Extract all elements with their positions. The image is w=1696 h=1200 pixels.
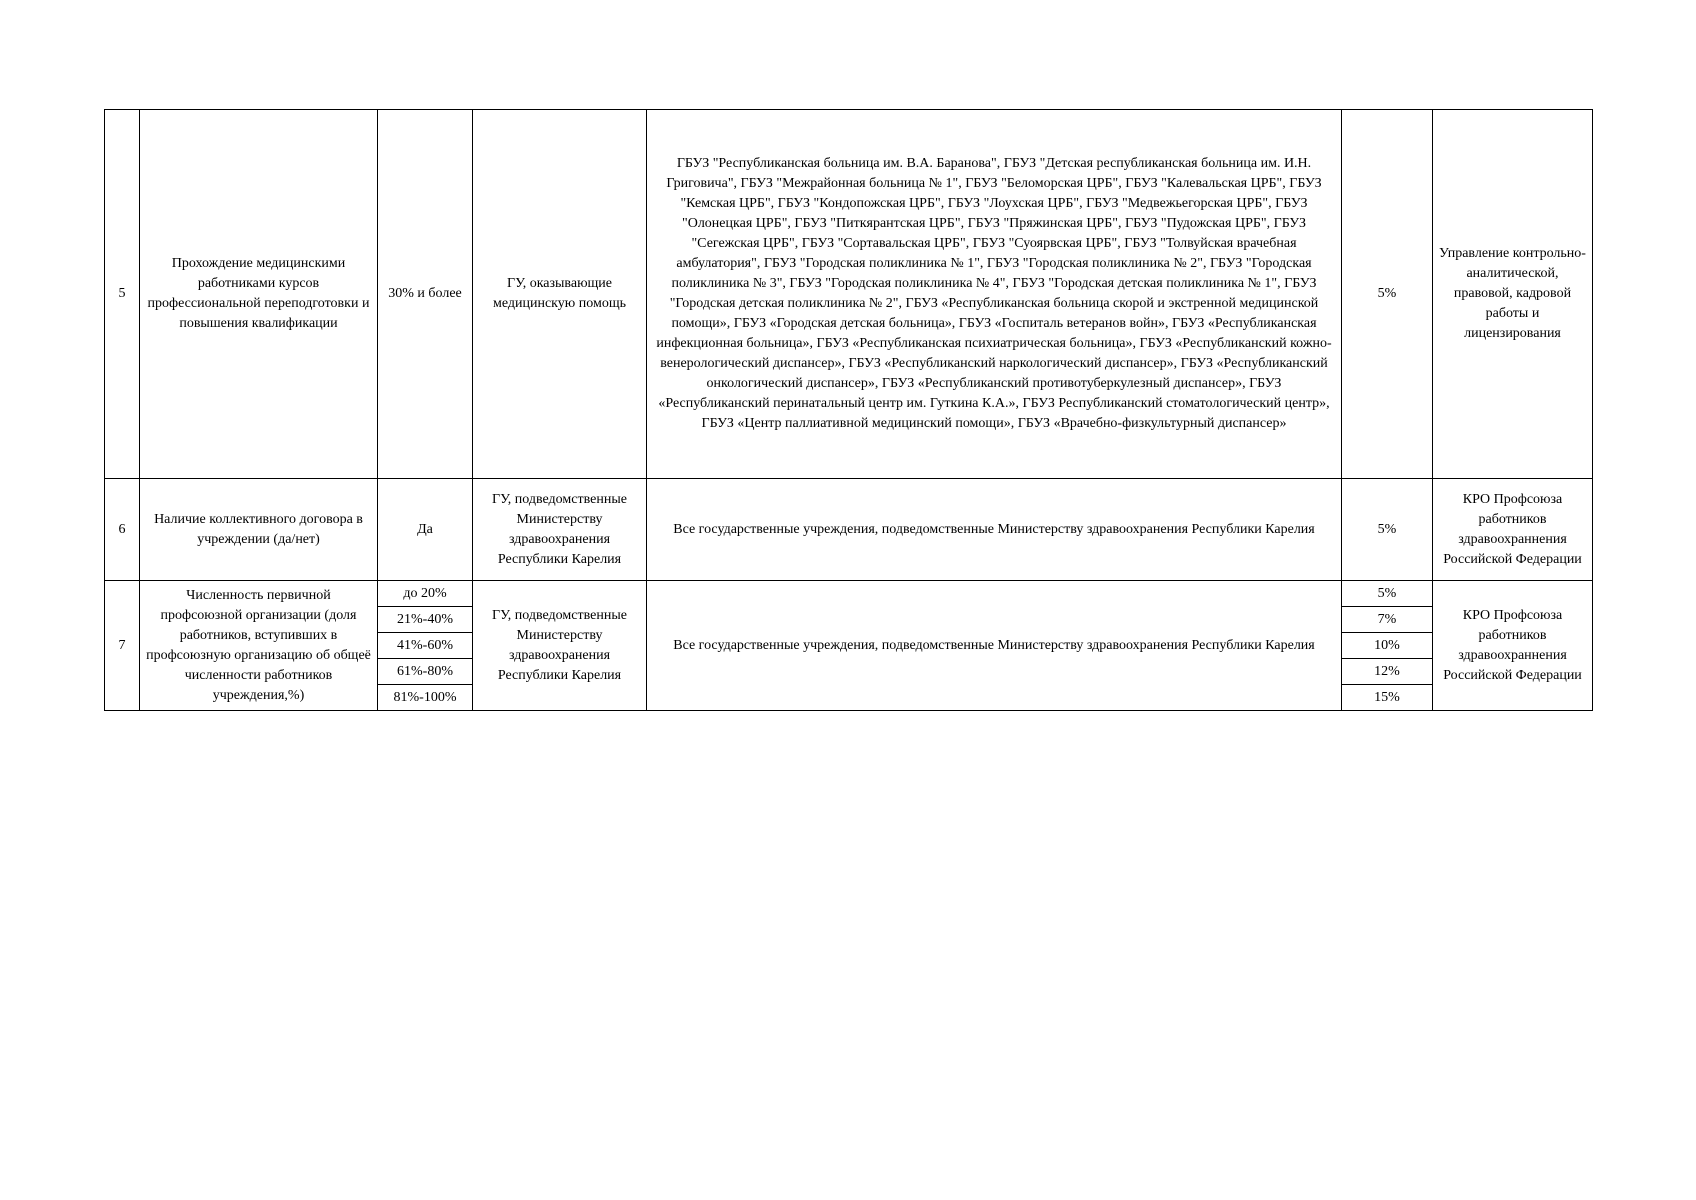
percent-cell: 5% xyxy=(1342,110,1433,479)
value-cell: 30% и более xyxy=(378,110,473,479)
table-row xyxy=(105,581,1593,607)
percent-cell: 10% xyxy=(1342,633,1433,659)
value-cell: 41%-60% xyxy=(378,633,473,659)
value-cell: Да xyxy=(378,479,473,581)
percent-cell: 15% xyxy=(1342,685,1433,711)
row-number: 6 xyxy=(105,479,140,581)
percent-cell: 5% xyxy=(1342,479,1433,581)
percent-cell: 5% xyxy=(1342,581,1433,607)
institutions-cell: Все государственные учреждения, подведомственные Министерству здравоохранения Республики Карелия xyxy=(647,479,1342,581)
institutions-cell: ГБУЗ "Республиканская больница им. В.А. Баранова", ГБУЗ "Детская республиканская больница им. И.Н. Григовича", ГБУЗ "Межрайонная больница № 1", ГБУЗ "Беломорская ЦРБ", ГБУЗ "Калевальская ЦРБ", ГБУЗ "Кемская ЦРБ", ГБУЗ "Кондопожская ЦРБ", ГБУЗ "Лоухская ЦРБ", ГБУЗ "Медвежьегорская ЦРБ", ГБУЗ "Олонецкая ЦРБ", ГБУЗ "Питкярантская ЦРБ", ГБУЗ "Пряжинская ЦРБ", ГБУЗ "Пудожская ЦРБ", ГБУЗ "Сегежская ЦРБ", ГБУЗ "Сортавальская ЦРБ", ГБУЗ "Суоярвская ЦРБ", ГБУЗ "Толвуйская врачебная амбулатория", ГБУЗ "Городская поликлиника № 1", ГБУЗ "Городская поликлиника № 2", ГБУЗ "Городская поликлиника № 3", ГБУЗ "Городская поликлиника № 4", ГБУЗ "Городская детская поликлиника № 1", ГБУЗ "Городская детская поликлиника № 2", ГБУЗ «Республиканская больница скорой и экстренной медицинской помощи», ГБУЗ «Городская детская больница», ГБУЗ «Госпиталь ветеранов войн», ГБУЗ «Республиканская инфекционная больница», ГБУЗ «Республиканская психиатрическая больница», ГБУЗ «Республиканский кожно-венерологический диспансер», ГБУЗ «Республиканский наркологический диспансер», ГБУЗ «Республиканский онкологический диспансер», ГБУЗ «Республиканский противотуберкулезный диспансер», ГБУЗ «Республиканский перинатальный центр им. Гуткина К.А.», ГБУЗ Республиканский стоматологический центр», ГБУЗ «Центр паллиативной медицинский помощи», ГБУЗ «Врачебно-физкультурный диспансер» xyxy=(647,110,1342,479)
table-row xyxy=(105,479,1593,581)
table-row xyxy=(105,110,1593,479)
recipients-cell: ГУ, оказывающие медицинскую помощь xyxy=(473,110,647,479)
value-cell: 21%-40% xyxy=(378,607,473,633)
recipients-cell: ГУ, подведомственные Министерству здравоохранения Республики Карелия xyxy=(473,581,647,711)
indicator-cell: Численность первичной профсоюзной организации (доля работников, вступивших в профсоюзную организацию об общеё численности работников учреждения,%) xyxy=(140,581,378,711)
indicator-cell: Прохождение медицинскими работниками курсов профессиональной переподготовки и повышения квалификации xyxy=(140,110,378,479)
institutions-cell: Все государственные учреждения, подведомственные Министерству здравоохранения Республики Карелия xyxy=(647,581,1342,711)
percent-cell: 7% xyxy=(1342,607,1433,633)
criteria-table xyxy=(104,109,1593,711)
row-number: 7 xyxy=(105,581,140,711)
value-cell: 81%-100% xyxy=(378,685,473,711)
responsible-cell: КРО Профсоюза работников здравоохраннения Российской Федерации xyxy=(1433,479,1593,581)
value-cell: 61%-80% xyxy=(378,659,473,685)
row-number: 5 xyxy=(105,110,140,479)
recipients-cell: ГУ, подведомственные Министерству здравоохранения Республики Карелия xyxy=(473,479,647,581)
indicator-cell: Наличие коллективного договора в учреждении (да/нет) xyxy=(140,479,378,581)
responsible-cell: Управление контрольно-аналитической, правовой, кадровой работы и лицензирования xyxy=(1433,110,1593,479)
percent-cell: 12% xyxy=(1342,659,1433,685)
responsible-cell: КРО Профсоюза работников здравоохраннения Российской Федерации xyxy=(1433,581,1593,711)
value-cell: до 20% xyxy=(378,581,473,607)
